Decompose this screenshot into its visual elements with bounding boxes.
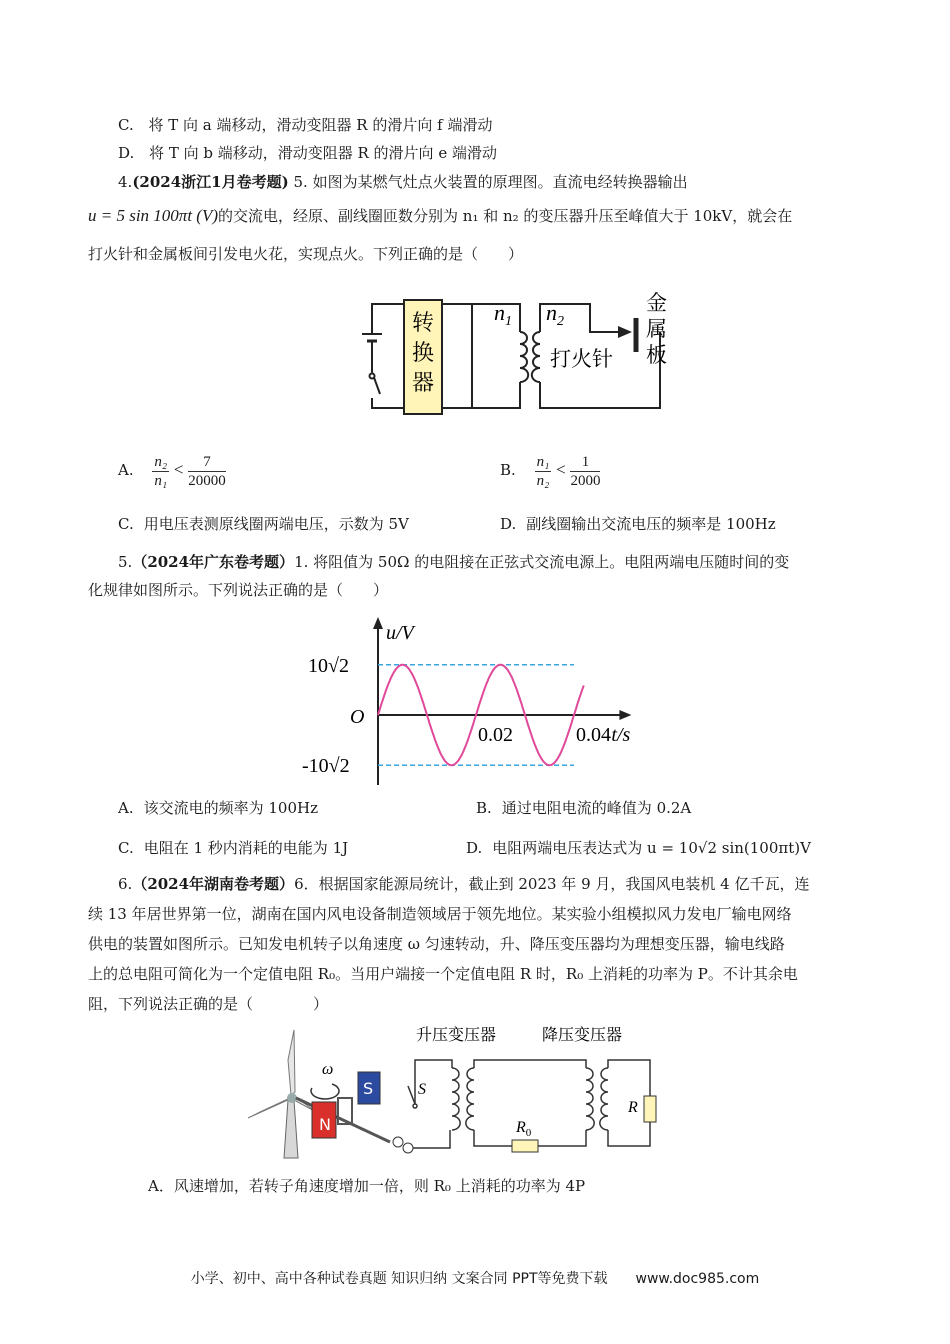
svg-text:N: N [319,1115,331,1134]
q4-stem-line3: 打火针和金属板间引发电火花，实现点火。下列正确的是（ ） [88,245,524,263]
y-tick-label-1: -10√2 [302,755,350,778]
needle-label: 打火针 [550,347,613,371]
r-label: R [628,1099,638,1116]
step-down-label: 降压变压器 [542,1025,623,1044]
q6-wind-power-figure [240,1020,670,1160]
n1-label: $n_1$ [494,300,512,329]
q6-source: （2024年湖南卷考题） [132,875,295,893]
q6-stem-line1: 6.（2024年湖南卷考题）6．根据国家能源局统计，截止到 2023 年 9 月，我国风电装机 4 亿千瓦，连 [118,875,810,893]
q3-option-d: D. 将 T 向 b 端移动，滑动变阻器 R 的滑片向 e 端滑动 [118,144,497,162]
x-axis-arrow [619,710,631,720]
converter-char-2: 换 [411,341,435,366]
q4-source: (2024浙江1月卷考题) [132,173,289,191]
q4-number: 4. [118,173,133,191]
q3-option-d-text: 将 T 向 b 端移动，滑动变阻器 R 的滑片向 e 端滑动 [149,144,497,162]
n2-label: $n_2$ [546,300,564,329]
plate-char-2: 属 [646,317,667,341]
y-tick-label-0: 10√2 [308,654,349,677]
q5-option-d: D. 电阻两端电压表达式为 u = 10√2 sin(100πt)V [466,839,811,857]
footer-banner: 小学、初中、高中各种试卷真题 知识归纳 文案合同 PPT等免费下载 www.doc985.com [190,1271,760,1287]
q5-source: （2024年广东卷考题） [132,553,295,571]
q6-stem-line5: 阻，下列说法正确的是（ ） [88,995,329,1013]
x-tick-label-1: 0.04 [576,724,611,746]
q4-stem-line2 [88,206,792,226]
q4-option-d: D. 副线圈输出交流电压的频率是 100Hz [500,515,776,533]
q4-b-frac-right: $\frac{1}{2000}$ [570,453,601,489]
omega-label: ω [322,1061,334,1078]
q4-a-frac-left: $\frac{\text{n₂}}{\text{n₁}}$ [154,453,168,489]
q4-option-b: B. $\frac{\text{n₁}}{\text{n₂}}$ < $\frac{1}{2000}$ [500,453,601,489]
q4-stem-line1 [118,172,688,192]
switch-label: S [418,1081,426,1098]
y-axis-arrow [373,617,383,629]
q6-stem-line4: 上的总电阻可简化为一个定值电阻 R₀。当用户端接一个定值电阻 R 时，R₀ 上消耗的功率为 P。不计其余电 [88,965,798,983]
q6-stem-line2: 续 13 年居世界第一位，湖南在国内风电设备制造领域居于领先地位。某实验小组模拟风力发电厂输电网络 [88,905,792,923]
q5-stem-line2: 化规律如图所示。下列说法正确的是（ ） [88,581,389,599]
q5-option-a: A. 该交流电的频率为 100Hz [118,799,318,817]
r-resistor [644,1096,656,1122]
converter-char-3: 器 [411,371,435,396]
x-axis-label: t/s [611,724,631,746]
x-tick-label-0: 0.02 [478,724,513,746]
plate-char-1: 金 [646,291,667,315]
r0-resistor [512,1140,538,1152]
q4-formula: u = 5 sin 100πt (V) [88,206,219,225]
q3-option-c-text: 将 T 向 a 端移动，滑动变阻器 R 的滑片向 f 端滑动 [148,116,493,134]
y-axis-label: u/V [386,622,414,644]
origin-label: O [350,706,365,728]
q5-voltage-chart [300,615,640,790]
q4-circuit-figure [350,282,690,432]
q4-stem-2: 的交流电，经原、副线圈匝数分别为 n₁ 和 n₂ 的变压器升压至峰值大于 10kV，就会在 [218,207,793,225]
converter-char-1: 转 [411,311,435,336]
svg-text:S: S [363,1079,374,1098]
q6-option-a: A．风速增加，若转子角速度增加一倍，则 R₀ 上消耗的功率为 4P [148,1177,586,1195]
q5-option-b: B. 通过电阻电流的峰值为 0.2A [476,799,692,817]
q5-stem-line1: 5.（2024年广东卷考题）1. 将阻值为 50Ω 的电阻接在正弦式交流电源上。电阻两端电压随时间的变 [118,553,790,571]
q4-b-frac-left: $\frac{\text{n₁}}{\text{n₂}}$ [536,453,550,489]
q6-stem-line3: 供电的装置如图所示。已知发电机转子以角速度 ω 匀速转动，升、降压变压器均为理想变压器，输电线路 [88,935,785,953]
q3-option-c: C. 将 T 向 a 端移动，滑动变阻器 R 的滑片向 f 端滑动 [118,116,493,134]
q5-option-c: C. 电阻在 1 秒内消耗的电能为 1J [118,839,349,857]
q4-option-c: C. 用电压表测原线圈两端电压，示数为 5V [118,515,409,533]
plate-char-3: 板 [646,343,667,367]
q4-option-a: A. $\frac{\text{n₂}}{\text{n₁}}$ < $\frac{7}{20000}$ [118,453,226,489]
q4-stem-1: 5. 如图为某燃气灶点火装置的原理图。直流电经转换器输出 [293,173,688,191]
q4-a-frac-right: $\frac{7}{20000}$ [188,453,226,489]
step-up-label: 升压变压器 [416,1025,497,1044]
r0-label: $R_0$ [516,1119,532,1139]
